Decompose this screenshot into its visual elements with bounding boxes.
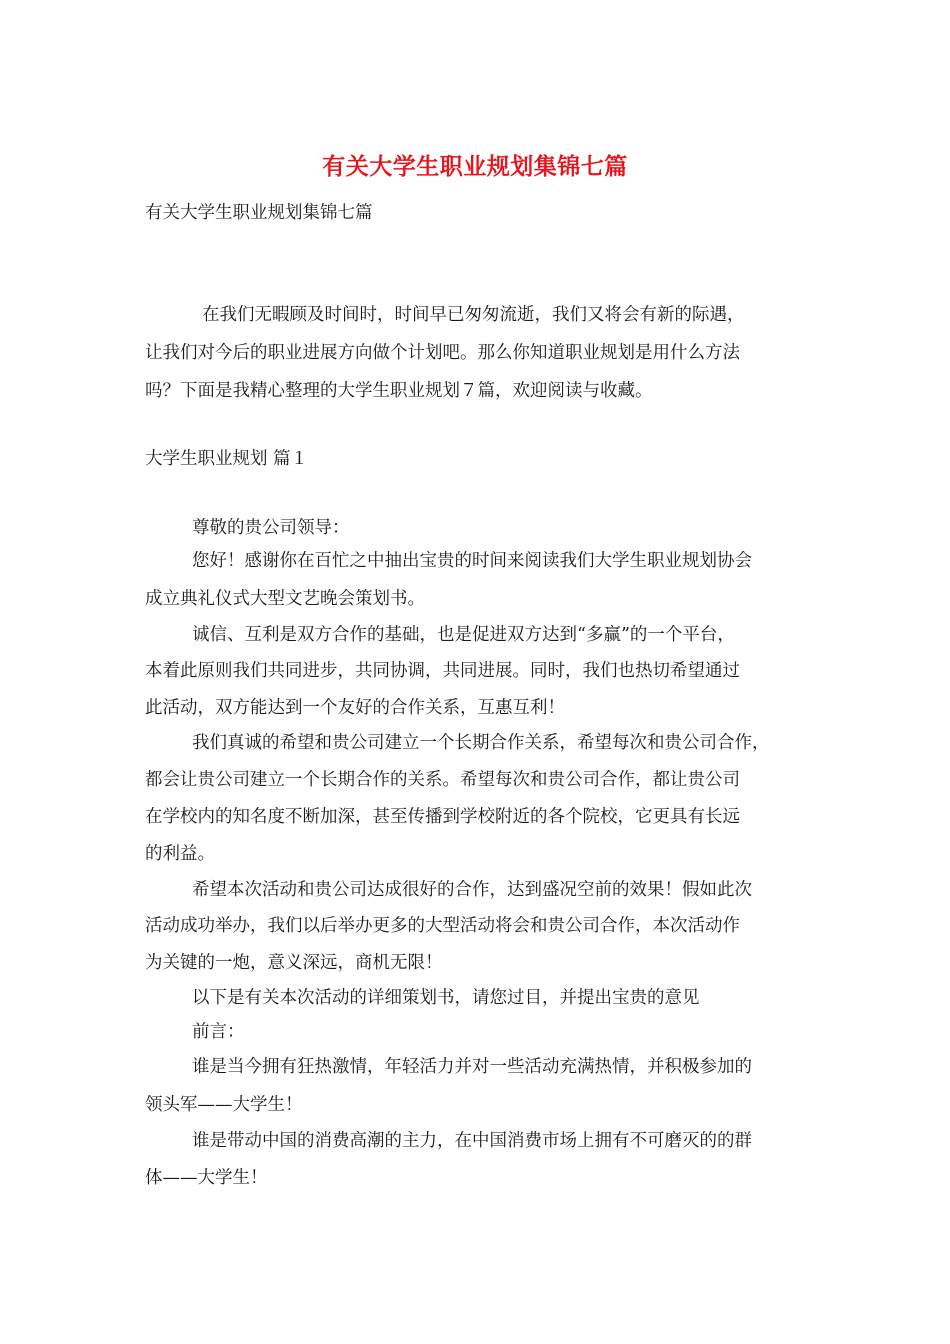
body-line: 在学校内的知名度不断加深，甚至传播到学校附近的各个院校，它更具有长远 — [145, 807, 740, 827]
body-line: 领头军——大学生！ — [145, 1095, 303, 1115]
intro-line: 在我们无暇顾及时间时，时间早已匆匆流逝，我们又将会有新的际遇， — [202, 305, 745, 325]
body-line: 本着此原则我们共同进步，共同协调，共同进展。同时，我们也热切希望通过 — [145, 661, 740, 681]
intro-line: 吗？下面是我精心整理的大学生职业规划７篇，欢迎阅读与收藏。 — [145, 381, 653, 401]
body-line: 为关键的一炮，意义深远，商机无限！ — [145, 953, 443, 973]
document-title: 有关大学生职业规划集锦七篇 — [322, 153, 628, 180]
body-line: 都会让贵公司建立一个长期合作的关系。希望每次和贵公司合作，都让贵公司 — [145, 770, 740, 790]
body-line: 诚信、互利是双方合作的基础，也是促进双方达到“多赢”的一个平台， — [192, 625, 735, 645]
body-line: 体——大学生！ — [145, 1168, 268, 1188]
body-line: 以下是有关本次活动的详细策划书，请您过目，并提出宝贵的意见 — [192, 988, 700, 1008]
intro-line: 让我们对今后的职业进展方向做个计划吧。那么你知道职业规划是用什么方法 — [145, 343, 740, 363]
body-line: 您好！感谢你在百忙之中抽出宝贵的时间来阅读我们大学生职业规划协会 — [192, 551, 752, 571]
section-heading: 大学生职业规划 篇１ — [145, 449, 309, 469]
body-line: 前言： — [192, 1022, 245, 1042]
body-line: 的利益。 — [145, 844, 215, 864]
body-line: 希望本次活动和贵公司达成很好的合作，达到盛况空前的效果！假如此次 — [192, 880, 752, 900]
body-line: 此活动，双方能达到一个友好的合作关系，互惠互利！ — [145, 698, 565, 718]
body-line: 谁是带动中国的消费高潮的主力，在中国消费市场上拥有不可磨灭的的群 — [192, 1131, 752, 1151]
body-line: 我们真诚的希望和贵公司建立一个长期合作关系，希望每次和贵公司合作， — [192, 733, 770, 753]
body-line: 尊敬的贵公司领导： — [192, 518, 350, 538]
body-line: 谁是当今拥有狂热激情，年轻活力并对一些活动充满热情，并积极参加的 — [192, 1057, 752, 1077]
body-line: 成立典礼仪式大型文艺晚会策划书。 — [145, 589, 425, 609]
document-subtitle: 有关大学生职业规划集锦七篇 — [145, 203, 373, 223]
body-line: 活动成功举办，我们以后举办更多的大型活动将会和贵公司合作，本次活动作 — [145, 916, 740, 936]
